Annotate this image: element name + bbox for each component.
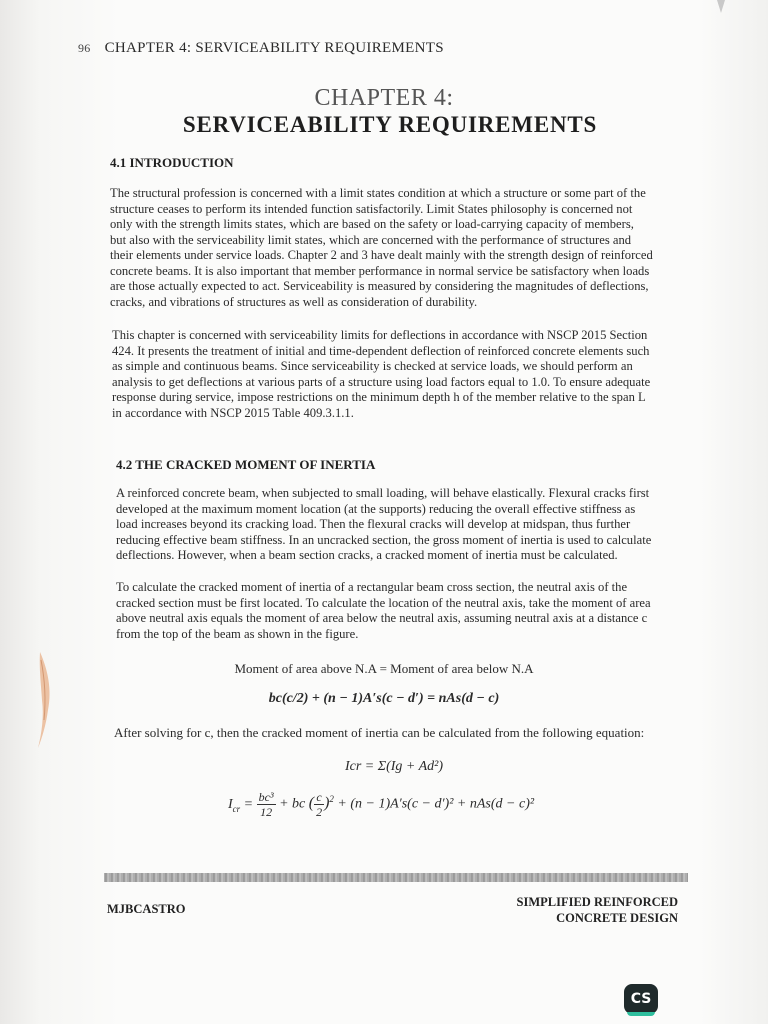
text-line: are those actually expected to act. Serviceability is measured by considering the magnitudes of deflections, <box>110 279 649 293</box>
running-header <box>78 40 444 57</box>
page-number: 96 <box>78 41 91 55</box>
footer-book-title-line1: SIMPLIFIED REINFORCED <box>516 895 678 909</box>
introduction-paragraph-1 <box>110 186 696 310</box>
cracked-moment-paragraph-2 <box>116 580 690 642</box>
cracked-inertia-equation-expanded <box>228 790 534 819</box>
text-line: The structural profession is concerned with a limit states condition at which a structure or some part of the <box>110 186 646 200</box>
text-line: To calculate the cracked moment of inertia of a rectangular beam cross section, the neutral axis of the <box>116 580 628 594</box>
text-line: only with the strength limits states, which are based on the safety or load-carrying capacity of members, <box>110 217 634 231</box>
fraction-c-over-2: $\frac{c}{2}$ <box>316 790 323 819</box>
cracked-inertia-equation-sum: Icr = Σ(Ig + Ad²) <box>344 759 444 774</box>
text-line: analysis to get deflections at various parts of a structure using load factors equal to 1.0. To ensure adequate <box>112 374 651 389</box>
text-line: from the top of the beam as shown in the figure. <box>116 626 359 641</box>
text-line: deflections. However, when a beam section cracks, a cracked moment of inertia must be calculated. <box>116 548 618 562</box>
text-line: in accordance with NSCP 2015 Table 409.3.1.1. <box>112 405 354 420</box>
text-line: but also with the serviceability limit states, which are concerned with the performance of structures and <box>110 232 632 247</box>
text-line: A reinforced concrete beam, when subjected to small loading, will behave elastically. Flexural cracks first <box>116 486 650 500</box>
text-line: reducing effective beam stiffness. In an uncracked section, the gross moment of inertia is used to calculate <box>116 532 652 547</box>
text-line: their elements under service loads. Chapter 2 and 3 have dealt mainly with the strength design of reinforced <box>110 248 653 262</box>
introduction-paragraph-2 <box>112 328 698 421</box>
footer-author: MJBCASTRO <box>107 902 186 916</box>
camscanner-logo: CS <box>624 984 658 1014</box>
equation-label: Moment of area above N.A = Moment of area below N.A <box>234 661 534 676</box>
running-title: CHAPTER 4: SERVICEABILITY REQUIREMENTS <box>104 40 444 56</box>
after-solving-text <box>114 725 714 741</box>
section-heading-cracked-moment: 4.2 THE CRACKED MOMENT OF INERTIA <box>116 457 376 472</box>
text-line: load increases beyond its cracking load. Then the flexural cracks will develop at midspan, thus further <box>116 517 631 531</box>
equation-tail: + (n − 1)A′s(c − d′)² + nAs(d − c)² <box>337 796 535 812</box>
text-line: cracked section must be first located. To calculate the location of the neutral axis, take the moment of area <box>116 595 651 610</box>
corner-mark-icon <box>716 0 726 14</box>
neutral-axis-equation: bc(c/2) + (n − 1)A′s(c − d′) = nAs(d − c) <box>268 691 500 706</box>
text-line: This chapter is concerned with serviceability limits for deflections in accordance with NSCP 2015 Section <box>112 328 648 342</box>
equation-term-bc: + bc <box>279 796 306 812</box>
section-heading-introduction: 4.1 INTRODUCTION <box>110 155 234 170</box>
footer-rule <box>104 873 688 882</box>
text-line: above neutral axis equals the moment of area below the neutral axis, assuming neutral axis at a distance c <box>116 611 648 625</box>
text-line: cracks, and vibrations of structures as well as consideration of durability. <box>110 294 478 309</box>
text-line: as simple and continuous beams. Since serviceability is checked at service loads, we should perform an <box>112 359 633 373</box>
footer-book-title-line2: CONCRETE DESIGN <box>556 911 678 925</box>
page-stain-mark <box>36 650 56 750</box>
cracked-moment-paragraph-1 <box>116 486 690 564</box>
equation-exponent: 2 <box>329 794 334 805</box>
fraction-bc3-over-12: $\frac{\text{bc³}}{12}$ <box>258 790 274 819</box>
chapter-title: CHAPTER 4: <box>314 85 454 111</box>
chapter-subtitle: SERVICEABILITY REQUIREMENTS <box>182 112 598 137</box>
text-line: After solving for c, then the cracked moment of inertia can be calculated from the following equation: <box>114 725 645 740</box>
text-line: response during service, impose restrictions on the minimum depth h of the member relative to the span L <box>112 390 646 404</box>
equation-term-c-half: ( <box>308 794 315 812</box>
text-line: concrete beams. It is also important that member performance in normal service be satisfactory when loads <box>110 263 650 278</box>
equation-lhs: $I_{cr}$ = <box>228 796 254 814</box>
footer-book-title <box>470 894 678 926</box>
equation-paren-close: ) <box>324 794 330 812</box>
text-line: structure ceases to perform its intended function satisfactorily. Limit States philosophy is concerned not <box>110 201 633 216</box>
text-line: developed at the maximum moment location (at the supports) reducing the overall effective stiffness as <box>116 501 636 516</box>
text-line: 424. It presents the treatment of initial and time-dependent deflection of reinforced concrete elements such <box>112 343 650 358</box>
